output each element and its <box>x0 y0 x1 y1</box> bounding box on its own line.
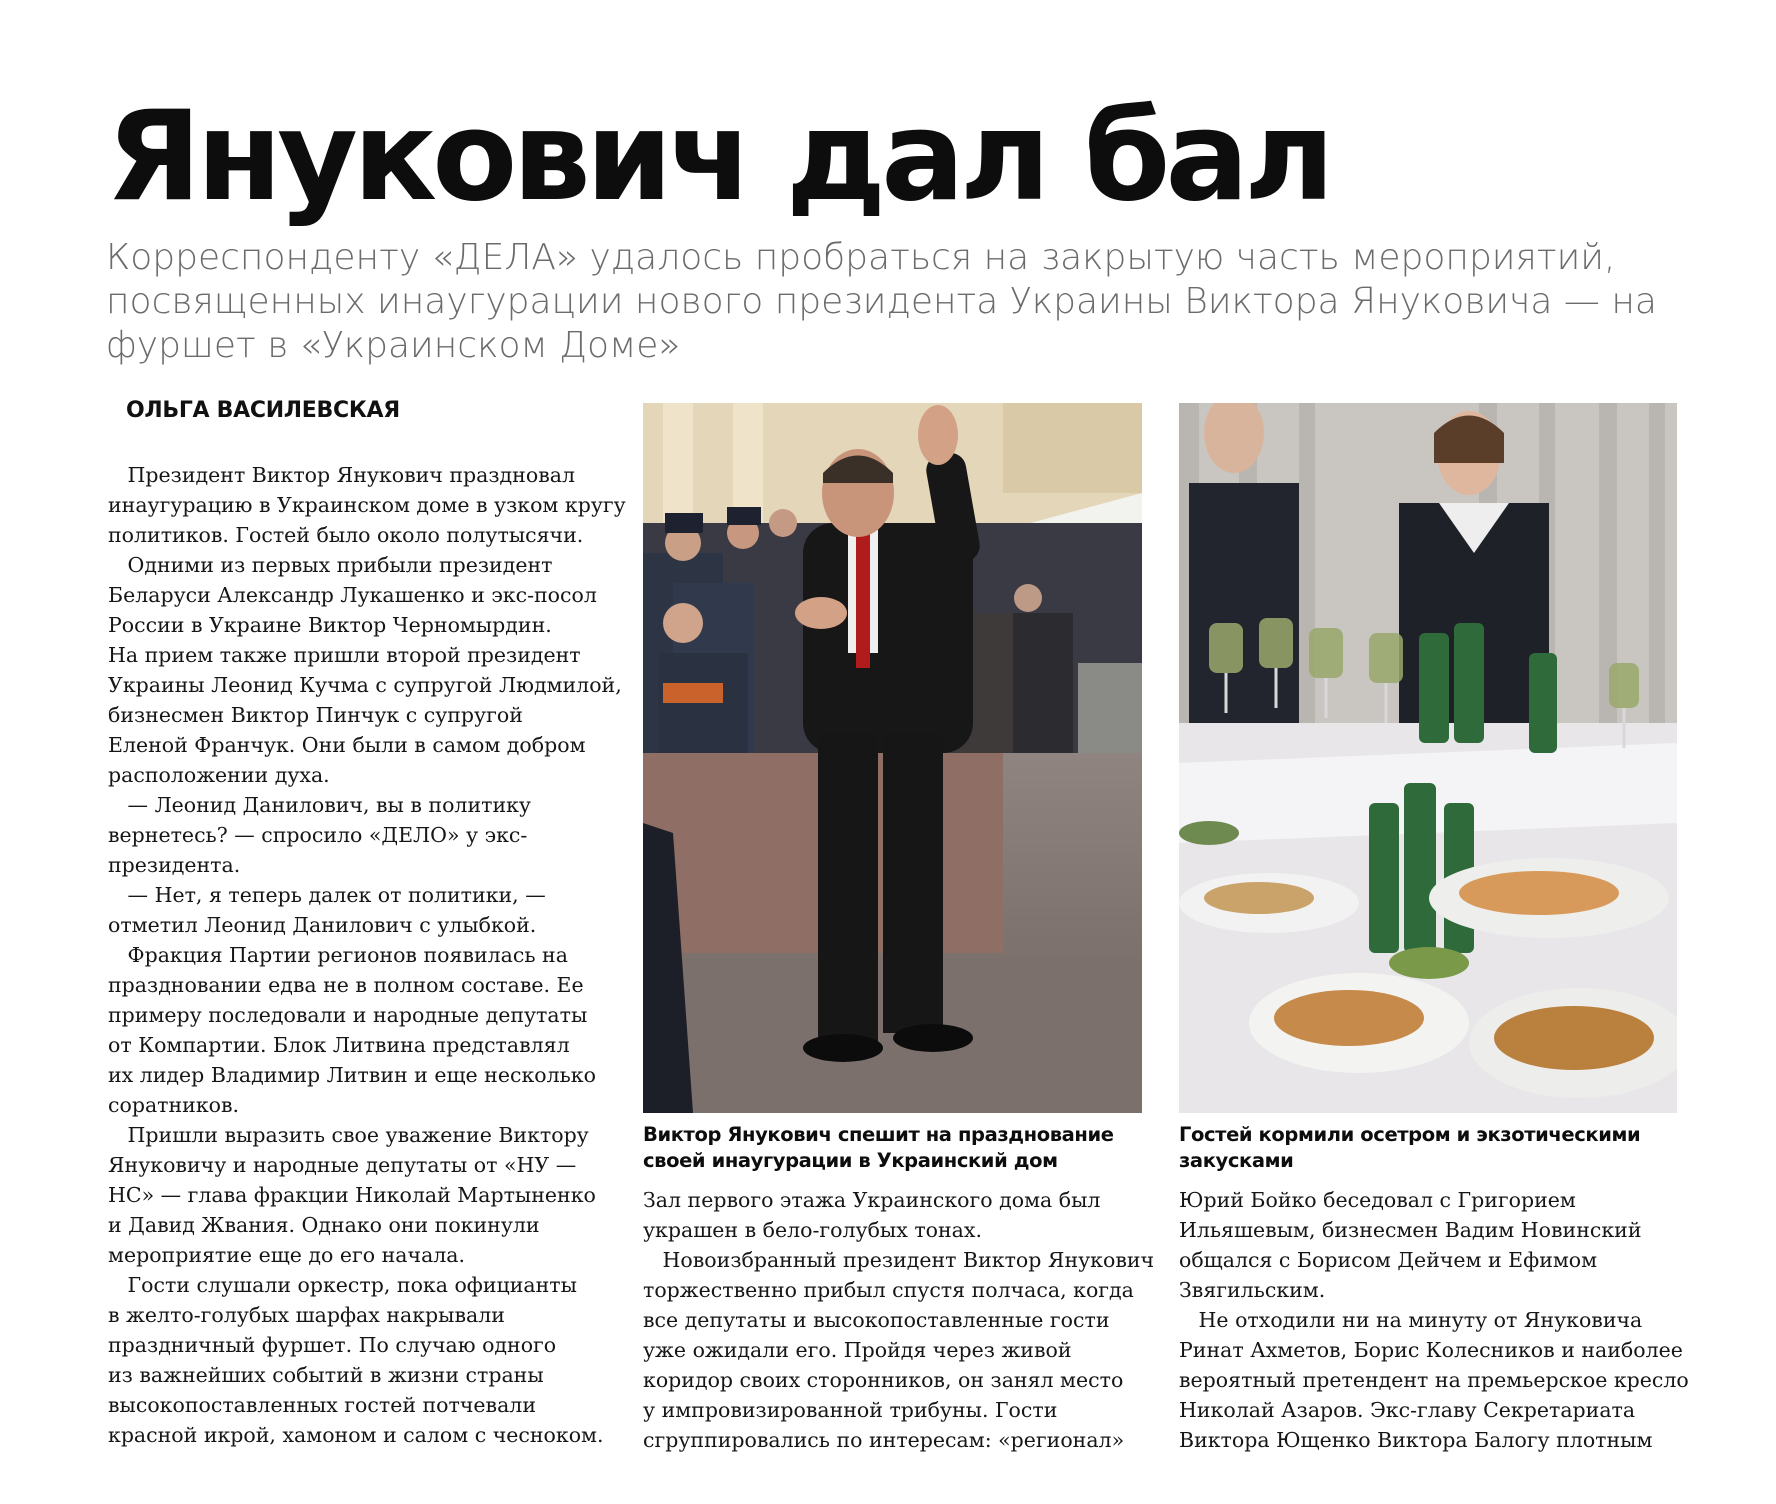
text-line: праздновании едва не в полном составе. Ее <box>108 973 584 997</box>
text-line: Фракция Партии регионов появилась на <box>108 943 568 967</box>
text-line: Беларуси Александр Лукашенко и экс-посол <box>108 583 597 607</box>
text-line: Не отходили ни на минуту от Януковича <box>1179 1308 1643 1332</box>
text-line: торжественно прибыл спустя полчаса, когда <box>643 1278 1134 1302</box>
text-line: общался с Борисом Дейчем и Ефимом <box>1179 1248 1598 1272</box>
text-line: Гости слушали оркестр, пока официанты <box>108 1273 577 1297</box>
text-line: инаугурацию в Украинском доме в узком кругу <box>108 493 626 517</box>
text-line: Юрий Бойко беседовал с Григорием <box>1179 1188 1576 1212</box>
text-line: Николай Азаров. Экс-главу Секретариата <box>1179 1398 1636 1422</box>
text-line: их лидер Владимир Литвин и еще несколько <box>108 1063 596 1087</box>
text-line: вероятный претендент на премьерское кресло <box>1179 1368 1689 1392</box>
text-line: бизнесмен Виктор Пинчук с супругой <box>108 703 523 727</box>
text-line: Пришли выразить свое уважение Виктору <box>108 1123 589 1147</box>
text-line: расположении духа. <box>108 763 330 787</box>
text-line: Президент Виктор Янукович праздновал <box>108 463 575 487</box>
text-line: НС» — глава фракции Николай Мартыненко <box>108 1183 596 1207</box>
text-line: все депутаты и высокопоставленные гости <box>643 1308 1110 1332</box>
text-line: красной икрой, хамоном и салом с чесноком. <box>108 1423 604 1447</box>
text-line: сгруппировались по интересам: «регионал» <box>643 1428 1125 1452</box>
text-line: Звягильским. <box>1179 1278 1326 1302</box>
text-line: украшен в бело-голубых тонах. <box>643 1218 982 1242</box>
text-line: соратников. <box>108 1093 240 1117</box>
text-line: Гостей кормили осетром и экзотическими <box>1179 1123 1641 1146</box>
text-line: Ильяшевым, бизнесмен Вадим Новинский <box>1179 1218 1642 1242</box>
text-line: России в Украине Виктор Черномырдин. <box>108 613 552 637</box>
photo-buffet-table <box>1179 403 1677 1113</box>
text-line: из важнейших событий в жизни страны <box>108 1363 544 1387</box>
lead-line: Корреспонденту «ДЕЛА» удалось пробраться на закрытую часть мероприятий, <box>106 237 1616 278</box>
text-line: высокопоставленных гостей потчевали <box>108 1393 536 1417</box>
text-line: у импровизированной трибуны. Гости <box>643 1398 1058 1422</box>
article-lead <box>106 236 1706 368</box>
text-line: Виктор Янукович спешит на празднование <box>643 1123 1114 1146</box>
body-column-3 <box>1179 1185 1719 1455</box>
photo2-caption <box>1179 1122 1640 1174</box>
author-byline: ОЛЬГА ВАСИЛЕВСКАЯ <box>126 398 400 423</box>
text-line: Украины Леонид Кучма с супругой Людмилой, <box>108 673 622 697</box>
text-line: вернетесь? — спросило «ДЕЛО» у экс- <box>108 823 528 847</box>
lead-line: посвященных инаугурации нового президента Украины Виктора Януковича — на <box>106 281 1657 322</box>
text-line: коридор своих сторонников, он занял место <box>643 1368 1124 1392</box>
text-line: — Нет, я теперь далек от политики, — <box>108 883 546 907</box>
text-line: Виктора Ющенко Виктора Балогу плотным <box>1179 1428 1653 1452</box>
photo-yanukovych-waving <box>643 403 1142 1113</box>
text-line: и Давид Жвания. Однако они покинули <box>108 1213 540 1237</box>
text-line: — Леонид Данилович, вы в политику <box>108 793 531 817</box>
body-column-2 <box>643 1185 1155 1455</box>
text-line: в желто-голубых шарфах накрывали <box>108 1303 505 1327</box>
text-line: Зал первого этажа Украинского дома был <box>643 1188 1101 1212</box>
text-line: своей инаугурации в Украинский дом <box>643 1149 1058 1172</box>
text-line: уже ожидали его. Пройдя через живой <box>643 1338 1072 1362</box>
text-line: примеру последовали и народные депутаты <box>108 1003 588 1027</box>
text-line: праздничный фуршет. По случаю одного <box>108 1333 557 1357</box>
article-headline: Янукович дал бал <box>106 85 1330 229</box>
text-line: президента. <box>108 853 241 877</box>
text-line: отметил Леонид Данилович с улыбкой. <box>108 913 537 937</box>
text-line: Ринат Ахметов, Борис Колесников и наиболее <box>1179 1338 1683 1362</box>
text-line: На прием также пришли второй президент <box>108 643 581 667</box>
text-line: Новоизбранный президент Виктор Янукович <box>643 1248 1155 1272</box>
text-line: политиков. Гостей было около полутысячи. <box>108 523 584 547</box>
body-column-1 <box>108 460 626 1450</box>
text-line: закусками <box>1179 1149 1294 1172</box>
text-line: от Компартии. Блок Литвина представлял <box>108 1033 570 1057</box>
text-line: Януковичу и народные депутаты от «НУ — <box>108 1153 577 1177</box>
lead-line: фуршет в «Украинском Доме» <box>106 325 681 366</box>
text-line: Одними из первых прибыли президент <box>108 553 553 577</box>
text-line: Еленой Франчук. Они были в самом добром <box>108 733 586 757</box>
photo1-caption <box>643 1122 1114 1174</box>
text-line: мероприятие еще до его начала. <box>108 1243 466 1267</box>
